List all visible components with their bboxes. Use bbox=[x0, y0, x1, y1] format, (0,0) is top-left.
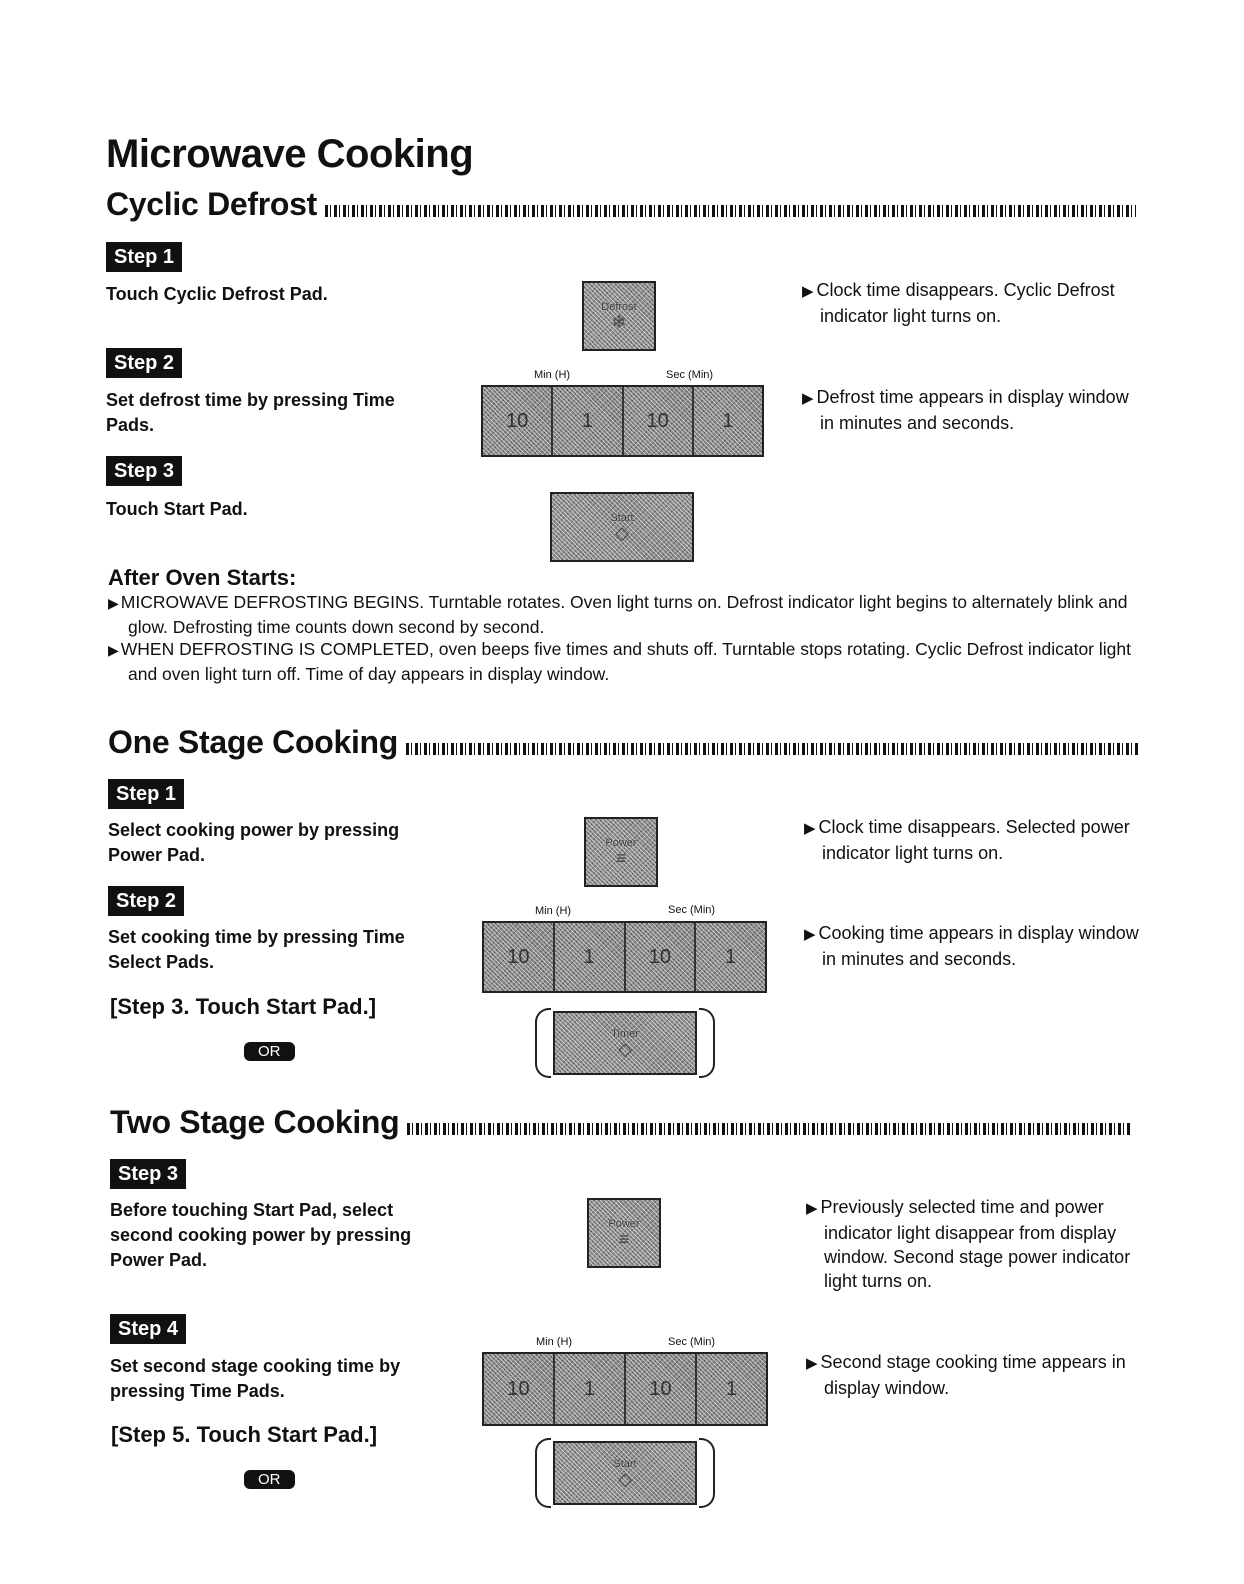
power-pad bbox=[584, 817, 658, 887]
step-badge: Step 3 bbox=[110, 1159, 186, 1189]
min-label: Min (H) bbox=[535, 905, 572, 917]
start-pad bbox=[553, 1011, 697, 1075]
time-pads bbox=[481, 385, 764, 457]
step-instruction: Touch Cyclic Defrost Pad. bbox=[106, 284, 328, 304]
step-badge: Step 2 bbox=[108, 886, 184, 916]
step-instruction: Select cooking power by pressing Power Pad. bbox=[108, 820, 400, 865]
step-instruction: Set second stage cooking time by pressing Time Pads. bbox=[110, 1356, 401, 1401]
bracket-step: [Step 3. Touch Start Pad.] bbox=[110, 994, 377, 1019]
step-badge: Step 4 bbox=[110, 1314, 186, 1344]
pad-label: Start bbox=[610, 512, 634, 524]
min-label: Min (H) bbox=[536, 1336, 573, 1348]
right-paren bbox=[699, 1008, 715, 1078]
time-pad-10-min: 10 bbox=[484, 1354, 555, 1424]
cyclic-defrost-pad bbox=[582, 281, 656, 351]
section-header-one-stage bbox=[108, 726, 1138, 758]
or-badge: OR bbox=[244, 1470, 295, 1489]
step-result: ▶ Cooking time appears in display window in minutes and seconds. bbox=[804, 921, 1142, 971]
step-result: ▶ Clock time disappears. Selected power indicator light turns on. bbox=[804, 815, 1142, 865]
step-result: ▶ Defrost time appears in display window in minutes and seconds. bbox=[802, 385, 1140, 435]
right-paren bbox=[699, 1438, 715, 1508]
hatch-rule bbox=[407, 1123, 1130, 1135]
time-pad-10-min: 10 bbox=[484, 923, 555, 991]
power-pad bbox=[587, 1198, 661, 1268]
start-icon: ◇ bbox=[618, 1039, 632, 1059]
after-oven-starts-heading: After Oven Starts: bbox=[108, 565, 297, 590]
hatch-rule bbox=[325, 205, 1136, 217]
time-pad-10-sec: 10 bbox=[624, 387, 694, 455]
section-title: Cyclic Defrost bbox=[106, 186, 317, 222]
step-badge: Step 3 bbox=[106, 456, 182, 486]
time-pad-1-min: 1 bbox=[555, 1354, 626, 1424]
step-result: ▶ Clock time disappears. Cyclic Defrost indicator light turns on. bbox=[802, 278, 1140, 328]
power-icon: ≡ bbox=[618, 1229, 630, 1249]
section-title: Two Stage Cooking bbox=[110, 1104, 400, 1140]
start-icon: ◇ bbox=[615, 523, 629, 543]
left-paren bbox=[535, 1008, 551, 1078]
snowflake-icon: ❄ bbox=[611, 312, 627, 332]
start-pad bbox=[553, 1441, 697, 1505]
section-title: One Stage Cooking bbox=[108, 724, 399, 760]
or-badge: OR bbox=[244, 1042, 295, 1061]
step-badge: Step 1 bbox=[108, 779, 184, 809]
min-label: Min (H) bbox=[534, 369, 571, 381]
step-instruction: Before touching Start Pad, select second cooking power by pressing Power Pad. bbox=[110, 1200, 412, 1270]
time-pad-1-min: 1 bbox=[555, 923, 626, 991]
time-pads bbox=[482, 921, 767, 993]
start-pad bbox=[550, 492, 694, 562]
step-badge: Step 2 bbox=[106, 348, 182, 378]
step-badge: Step 1 bbox=[106, 242, 182, 272]
section-header-cyclic-defrost bbox=[106, 188, 1136, 220]
time-pad-10-sec: 10 bbox=[626, 923, 697, 991]
time-pad-10-sec: 10 bbox=[626, 1354, 697, 1424]
hatch-rule bbox=[406, 743, 1138, 755]
section-header-two-stage bbox=[110, 1106, 1130, 1138]
sec-label: Sec (Min) bbox=[668, 1336, 716, 1348]
after-item: ▶ WHEN DEFROSTING IS COMPLETED, oven beeps five times and shuts off. Turntable stops rotating. Cyclic Defrost indicator light and oven light turn off. Time of day appears in display window. bbox=[108, 637, 1148, 686]
step-result: ▶ Previously selected time and power indicator light disappear from display window. Second stage power indicator light turns on. bbox=[806, 1195, 1144, 1293]
time-pad-1-sec: 1 bbox=[697, 1354, 766, 1424]
pad-label: Power bbox=[605, 837, 637, 849]
pad-label: Power bbox=[608, 1218, 640, 1230]
left-paren bbox=[535, 1438, 551, 1508]
time-pad-1-sec: 1 bbox=[696, 923, 765, 991]
start-pad-group bbox=[535, 1008, 715, 1078]
step-instruction: Touch Start Pad. bbox=[106, 499, 248, 519]
start-icon: ◇ bbox=[618, 1469, 632, 1489]
sec-label: Sec (Min) bbox=[666, 369, 714, 381]
pad-label: Start bbox=[613, 1458, 637, 1470]
time-pad-10-min: 10 bbox=[483, 387, 553, 455]
bracket-step: [Step 5. Touch Start Pad.] bbox=[111, 1422, 378, 1447]
start-pad-group bbox=[535, 1438, 715, 1508]
pad-label: Timer bbox=[611, 1028, 639, 1040]
step-instruction: Set defrost time by pressing Time Pads. bbox=[106, 390, 395, 435]
pad-label: Defrost bbox=[601, 301, 637, 313]
page-title: Microwave Cooking bbox=[106, 132, 474, 176]
after-item: ▶ MICROWAVE DEFROSTING BEGINS. Turntable rotates. Oven light turns on. Defrost indicator light begins to alternately blink and glow. Defrosting time counts down second by second. bbox=[108, 590, 1148, 639]
time-pad-1-min: 1 bbox=[553, 387, 623, 455]
time-pad-1-sec: 1 bbox=[694, 387, 762, 455]
power-icon: ≡ bbox=[615, 848, 627, 868]
time-pads bbox=[482, 1352, 768, 1426]
sec-label: Sec (Min) bbox=[668, 904, 716, 916]
step-instruction: Set cooking time by pressing Time Select Pads. bbox=[108, 927, 405, 972]
step-result: ▶ Second stage cooking time appears in display window. bbox=[806, 1350, 1144, 1400]
